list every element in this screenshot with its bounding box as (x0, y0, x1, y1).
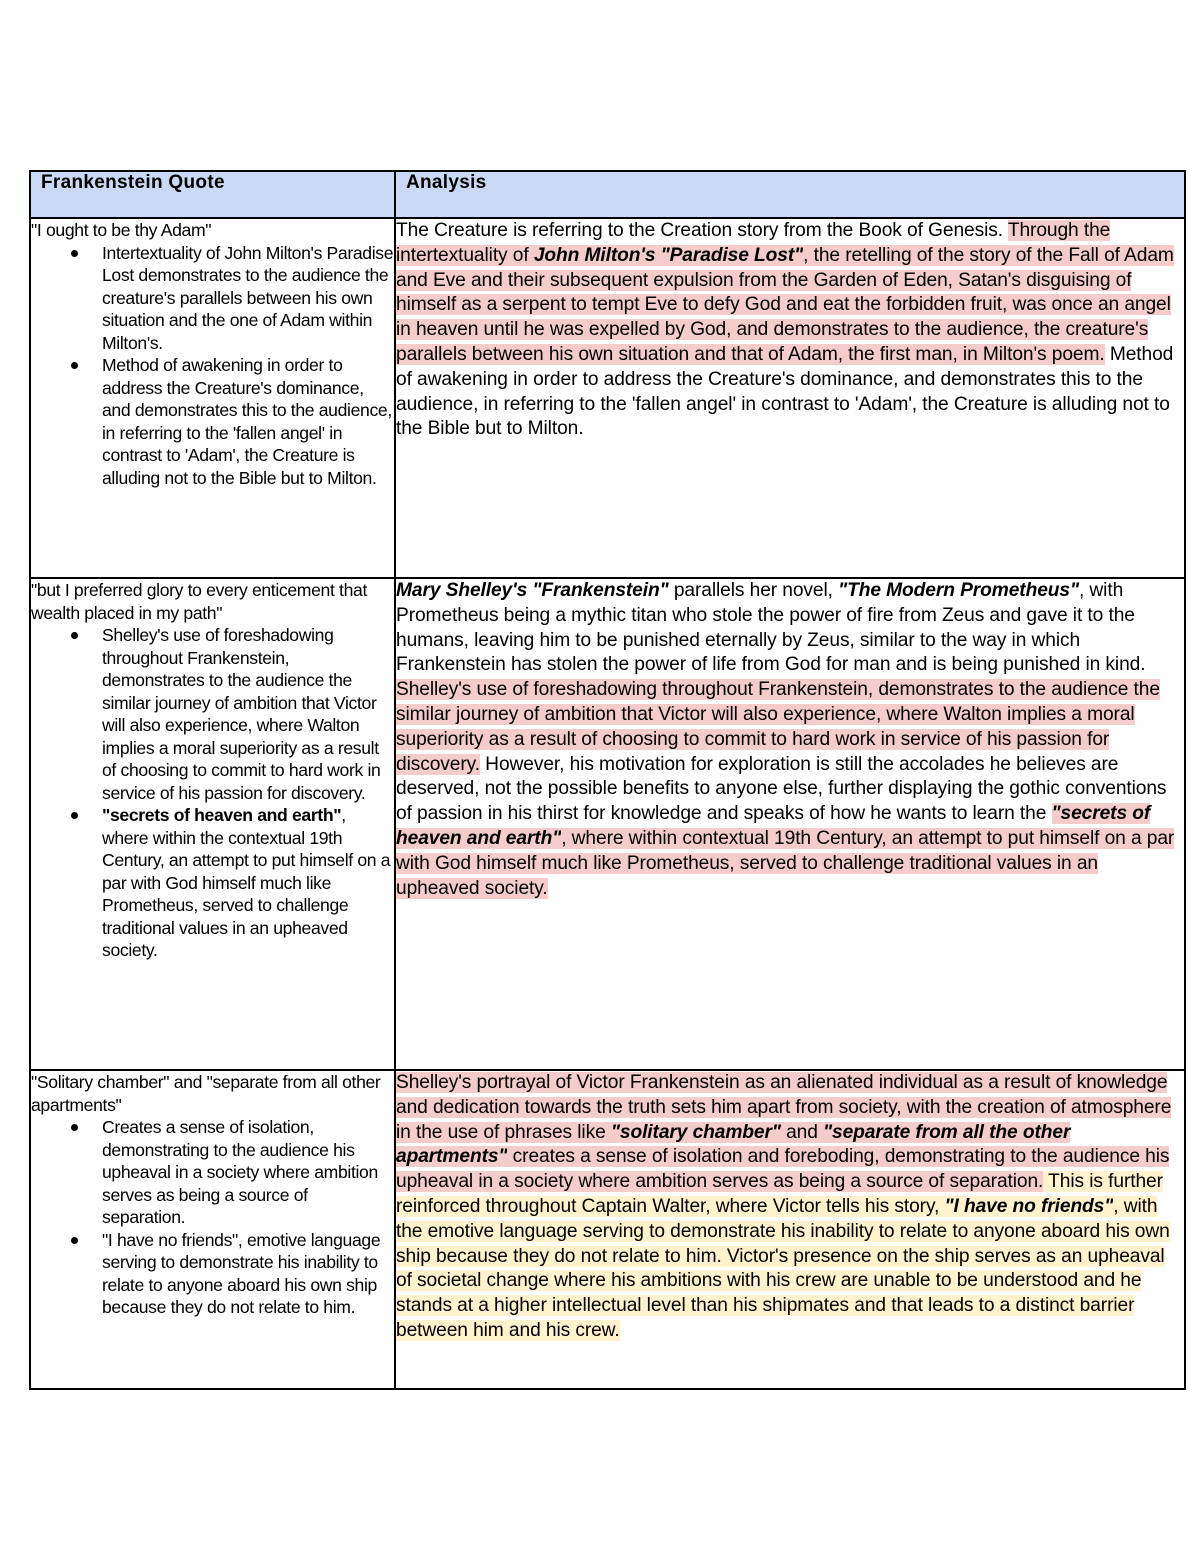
bullet-run: "secrets of heaven and earth" (102, 805, 342, 825)
analysis-text (396, 1072, 1171, 1341)
analysis-text (396, 220, 1174, 439)
analysis-run: John Milton's "Paradise Lost" (533, 244, 804, 266)
quote-cell (30, 578, 395, 1070)
analysis-run: However, his motivation for exploration is still the accolades he believes are deserved, not the possible benefits to anyone else, further displaying the gothic conventions of passion in his thirst for knowledge and speaks of how he wants to learn the (396, 753, 1167, 825)
quote-bullets (31, 1116, 394, 1319)
bullet-item: Method of awakening in order to address the Creature's dominance, and demonstrates this to the audience, in referring to the 'fallen angel' in contrast to 'Adam', the Creature is alluding not to the Bible but to Milton. (102, 354, 394, 489)
quote-bullets (31, 624, 394, 962)
analysis-run: and (780, 1121, 824, 1143)
analysis-cell (395, 218, 1185, 578)
analysis-run: , the retelling of the story of the Fall of Adam and Eve and their subsequent expulsion from the Garden of Eden, Satan's disguising of himself as a serpent to tempt Eve to defy God and eat the forbidden fruit, was once an angel in heaven until he was expelled by God, and demonstrates to the audience, the creature's parallels between his own situation and that of Adam, the first man, in Milton's poem. (396, 244, 1174, 365)
table-row (30, 218, 1185, 578)
analysis-cell (395, 1070, 1185, 1389)
analysis-cell (395, 578, 1185, 1070)
quote-text: "I ought to be thy Adam" (31, 220, 212, 240)
analysis-run: creates a sense of isolation and foreboding, demonstrating to the audience his upheaval in a society where ambition serves as being a source of separation. (396, 1146, 1170, 1193)
analysis-run: , with Prometheus being a mythic titan who stole the power of fire from Zeus and gave it to the humans, leaving him to be punished eternally by Zeus, similar to the way in which Frankenstein has stolen the power of life from God for man and is being punished in kind. (396, 580, 1146, 676)
quote-text: "Solitary chamber" and "separate from all other apartments" (31, 1072, 381, 1115)
quote-bullets (31, 242, 394, 490)
analysis-text (396, 580, 1174, 899)
quote-cell (30, 218, 395, 578)
analysis-run: , where within contextual 19th Century, an attempt to put himself on a par with God himself much like Prometheus, served to challenge traditional values in an upheaved society. (396, 827, 1175, 899)
analysis-run: Shelley's use of foreshadowing throughout Frankenstein, demonstrates to the audience the similar journey of ambition that Victor will also experience, where Walton implies a moral superiority as a result of choosing to commit to hard work in service of his passion for discovery. (396, 679, 1160, 775)
bullet-item: "I have no friends", emotive language serving to demonstrate his inability to relate to anyone aboard his own ship because they do not relate to him. (102, 1229, 394, 1319)
header-analysis: Analysis (395, 171, 1185, 218)
analysis-run: parallels her novel, (668, 580, 839, 601)
quote-text: "but I preferred glory to every enticement that wealth placed in my path" (31, 580, 367, 623)
bullet-item: Shelley's use of foreshadowing throughout Frankenstein, demonstrates to the audience the similar journey of ambition that Victor will also experience, where Walton implies a moral superiority as a result of choosing to commit to hard work in service of his passion for discovery. (102, 624, 394, 804)
analysis-run: Method of awakening in order to address the Creature's dominance, and demonstrates this to the audience, in referring to the 'fallen angel' in contrast to 'Adam', the Creature is alluding not to the Bible but to Milton. (396, 343, 1174, 440)
analysis-run: The Creature is referring to the Creation story from the Book of Genesis. (396, 220, 1008, 241)
analysis-run: Mary Shelley's "Frankenstein" (396, 580, 669, 601)
analysis-run: "I have no friends" (944, 1195, 1114, 1217)
header-row (30, 171, 1185, 218)
bullet-item: Creates a sense of isolation, demonstrating to the audience his upheaval in a society where ambition serves as being a source of separation. (102, 1116, 394, 1229)
header-quote: Frankenstein Quote (30, 171, 395, 218)
quote-cell (30, 1070, 395, 1389)
bullet-item (102, 804, 394, 962)
bullet-item: Intertextuality of John Milton's Paradise Lost demonstrates to the audience the creature's parallels between his own situation and the one of Adam within Milton's. (102, 242, 394, 353)
analysis-run: "solitary chamber" (610, 1121, 781, 1143)
quote-analysis-table (29, 170, 1186, 1390)
analysis-run: Shelley's portrayal of Victor Frankenstein as an alienated individual as a result of knowledge and dedication towards the truth sets him apart from society, with the creation of atmosphere in the use of phrases like (396, 1072, 1172, 1143)
table-row (30, 578, 1185, 1070)
analysis-run: This is further reinforced throughout Captain Walter, where Victor tells his story, (396, 1171, 1163, 1217)
analysis-run: "secrets of heaven and earth" (396, 803, 1151, 849)
analysis-run: "The Modern Prometheus" (838, 580, 1079, 601)
analysis-run: , with the emotive language serving to demonstrate his inability to relate to anyone aboard his own ship because they do not relate to him. Victor's presence on the ship serves as an upheaval of societal change where his ambitions with his crew are unable to be understood and he stands at a higher intellectual level than his shipmates and that leads to a distinct barrier between him and his crew. (396, 1195, 1170, 1341)
table-row (30, 1070, 1185, 1389)
analysis-run: Through the intertextuality of (396, 220, 1111, 266)
analysis-run: "separate from all the other apartments" (396, 1121, 1071, 1168)
bullet-run: , where within the contextual 19th Century, an attempt to put himself on a par with God himself much like Prometheus, served to challenge traditional values in an upheaved society. (102, 805, 391, 960)
